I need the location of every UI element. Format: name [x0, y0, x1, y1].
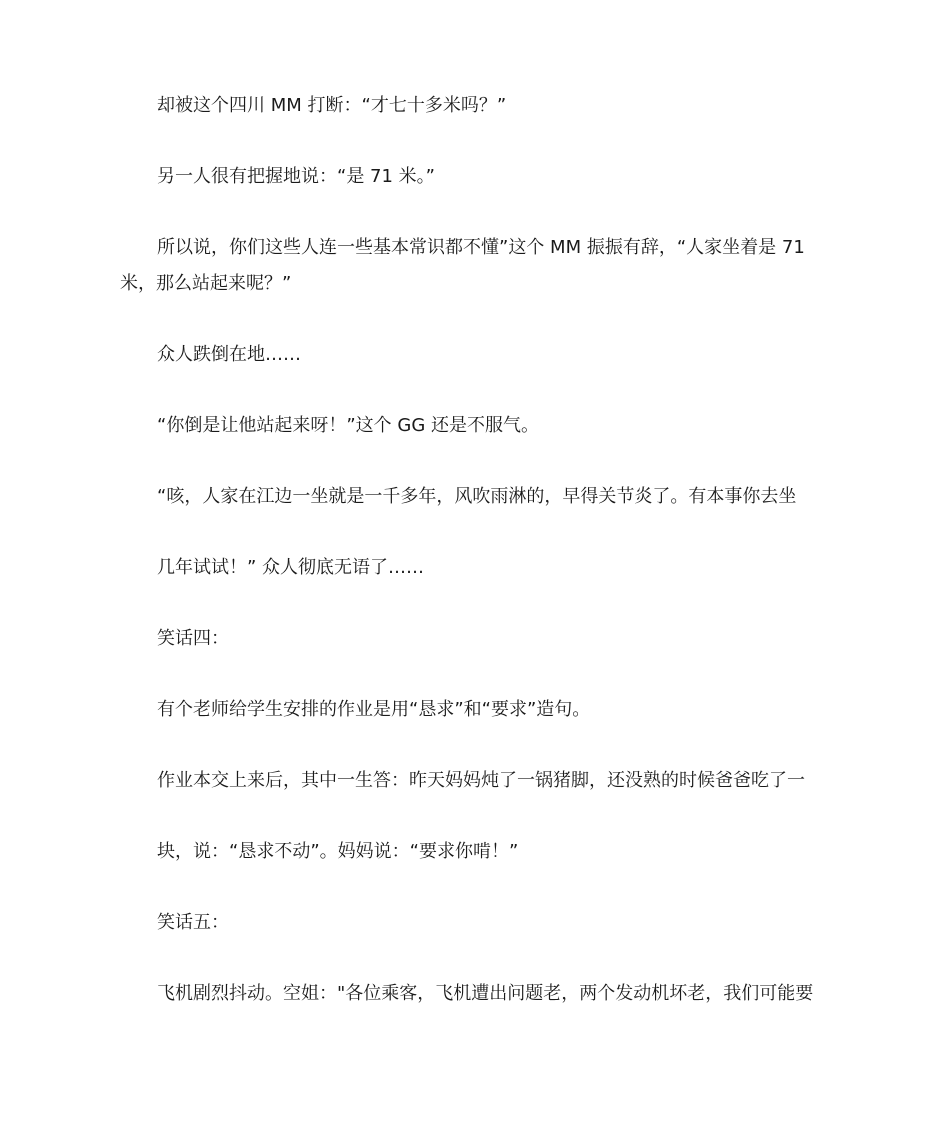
paragraph-line: “你倒是让他站起来呀！”这个 GG 还是不服气。	[157, 415, 539, 436]
paragraph-line: 作业本交上来后，其中一生答：昨天妈妈炖了一锅猪脚，还没熟的时候爸爸吃了一	[157, 770, 805, 791]
paragraph-line: 几年试试！” 众人彻底无语了……	[157, 557, 425, 578]
paragraph-line: 另一人很有把握地说：“是 71 米。”	[157, 166, 435, 187]
paragraph-line: 飞机剧烈抖动。空姐："各位乘客，飞机遭出问题老，两个发动机坏老，我们可能要	[157, 983, 814, 1004]
paragraph-line: 所以说，你们这些人连一些基本常识都不懂”这个 MM 振振有辞，“人家坐着是 71	[157, 237, 805, 258]
paragraph-line: 有个老师给学生安排的作业是用“恳求”和“要求”造句。	[157, 699, 591, 720]
paragraph-line: 米，那么站起来呢？”	[120, 273, 292, 294]
paragraph-line: 却被这个四川 MM 打断：“才七十多米吗？”	[157, 95, 507, 116]
paragraph-line: 块，说：“恳求不动”。妈妈说：“要求你啃！”	[157, 841, 519, 862]
section-heading: 笑话五：	[157, 912, 229, 933]
paragraph-line: “咳，人家在江边一坐就是一千多年，风吹雨淋的，早得关节炎了。有本事你去坐	[157, 486, 797, 507]
section-heading: 笑话四：	[157, 628, 229, 649]
paragraph-line: 众人跌倒在地……	[157, 344, 301, 365]
